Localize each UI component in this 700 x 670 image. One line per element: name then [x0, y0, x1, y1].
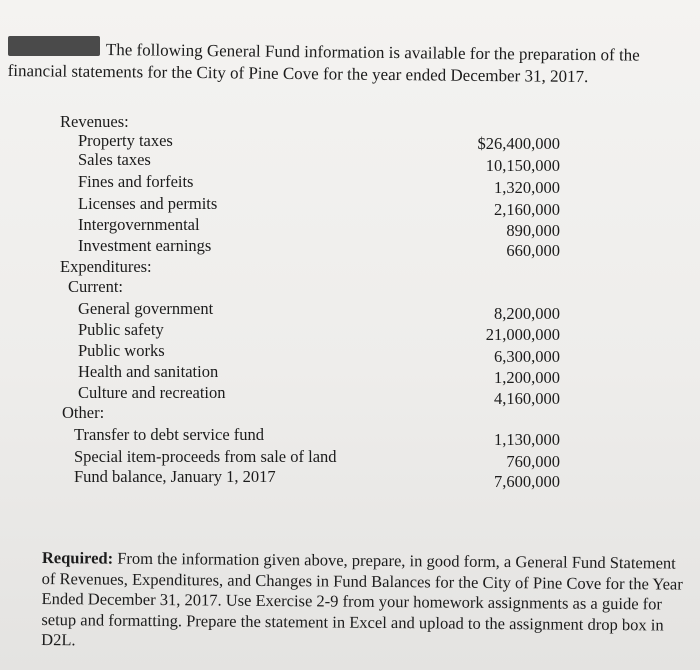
revenue-amount: 1,320,000	[494, 178, 560, 197]
intro-paragraph	[8, 38, 688, 89]
revenue-label: Sales taxes	[78, 150, 151, 169]
other-amount: 760,000	[506, 452, 560, 471]
expenditure-amount: 4,160,000	[494, 389, 560, 408]
revenue-label: Property taxes	[78, 131, 173, 150]
expenditure-amount: 8,200,000	[494, 304, 560, 323]
revenue-amount: 660,000	[506, 241, 560, 260]
revenue-label: Fines and forfeits	[78, 172, 194, 191]
required-text: From the information given above, prepare, in good form, a General Fund Statement of Revenues, Expenditures, and Changes in Fund Balances for the City of Pine Cove for the Year Ended December 31, 2017. Use Exercise 2-9 from your homework assignments as a guide for setup and formatting. Prepare the statement in Excel and upload to the assignment drop box in D2L.	[41, 548, 683, 650]
revenue-amount: $26,400,000	[477, 134, 560, 153]
current-heading: Current:	[68, 277, 123, 296]
expenditure-amount: 1,200,000	[494, 368, 560, 387]
other-amount: 7,600,000	[494, 472, 560, 491]
expenditure-amount: 6,300,000	[494, 347, 560, 366]
other-heading: Other:	[62, 403, 105, 422]
expenditure-label: General government	[78, 299, 214, 318]
revenue-label: Intergovernmental	[78, 215, 200, 234]
revenue-label: Licenses and permits	[78, 194, 218, 213]
revenue-label: Investment earnings	[78, 236, 212, 255]
other-label: Fund balance, January 1, 2017	[74, 467, 276, 486]
other-label: Special item-proceeds from sale of land	[74, 447, 337, 466]
expenditure-label: Culture and recreation	[78, 383, 226, 402]
intro-line-2: financial statements for the City of Pine Cove for the year ended December 31, 2017.	[7, 60, 589, 87]
expenditure-amount: 21,000,000	[485, 325, 560, 344]
required-paragraph	[41, 548, 692, 656]
other-label: Transfer to debt service fund	[74, 425, 265, 444]
revenue-amount: 2,160,000	[494, 200, 560, 219]
revenue-amount: 890,000	[506, 221, 560, 240]
required-label: Required:	[41, 548, 114, 568]
expenditure-label: Health and sanitation	[78, 362, 219, 381]
intro-line-1: The following General Fund information is available for the preparation of the	[105, 40, 640, 65]
revenue-amount: 10,150,000	[485, 156, 560, 175]
other-amount: 1,130,000	[494, 430, 560, 449]
expenditure-label: Public safety	[78, 320, 164, 339]
expenditure-label: Public works	[78, 341, 165, 360]
revenues-heading: Revenues:	[60, 112, 129, 131]
expenditures-heading: Expenditures:	[60, 257, 152, 276]
